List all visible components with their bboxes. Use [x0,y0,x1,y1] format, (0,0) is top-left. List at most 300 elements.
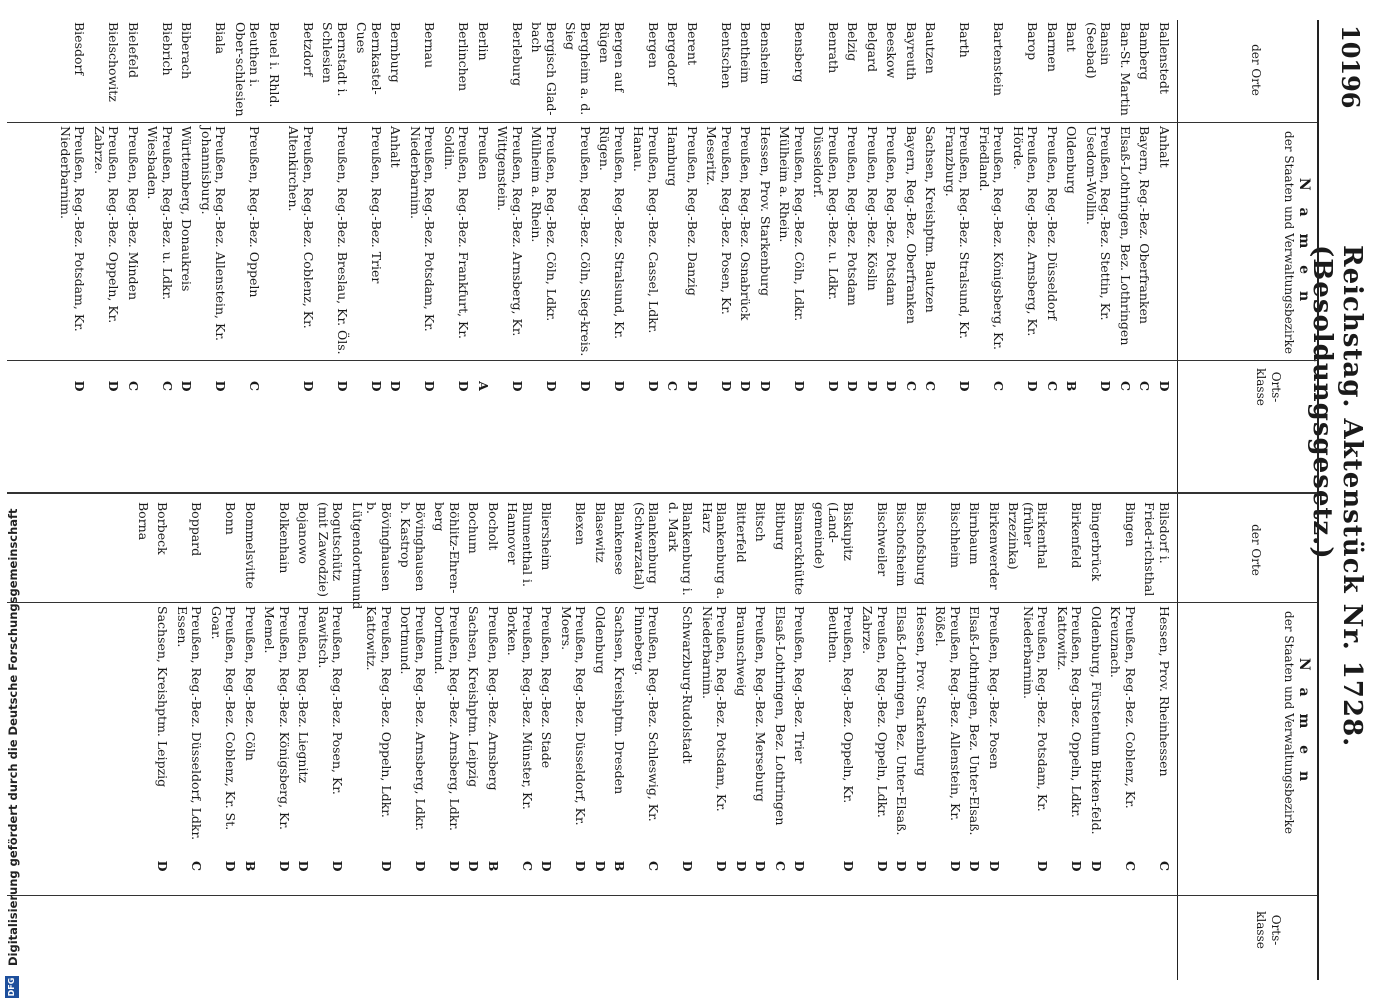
cell-staat: Sachsen, Kreishptm. Bautzen [923,126,939,313]
cell-staat: Preußen, Reg.-Bez. Stralsund, Kr. Franzburg. [943,126,973,340]
table-row [860,502,889,891]
cell-ort: Bischheim [948,502,963,568]
cell-staat: Preußen, Reg.-Bez. Cöln, Ldkr. Mülheim a. Rhein. [529,126,559,322]
cell-ort: Bautzen [923,22,939,74]
table-row [1089,502,1104,891]
table-row [865,22,880,411]
cell-ort: Bartenstein [991,22,1007,96]
cell-klasse: D [738,380,754,392]
cell-klasse: D [987,860,1002,872]
cell-staat: Preußen, Reg.-Bez. Potsdam [884,126,900,306]
table-row [529,22,558,411]
cell-staat: Hessen, Prov. Rheinhessen [1157,606,1172,777]
cell-ort: Bocholt [486,502,501,551]
cell-ort: Bonn [223,502,239,535]
header-rule [1317,20,1319,980]
cell-klasse: D [72,380,88,392]
cell-klasse: D [967,860,983,872]
cell-staat [267,126,282,361]
cell-klasse: D [680,860,696,872]
cell-staat: Preußen, Reg.-Bez. Posen, Kr. Rawitsch. [316,606,346,795]
cell-ort: Bischweiler [875,502,890,577]
cell-staat: Sachsen, Kreishptm. Leipzig [155,606,171,788]
cell-klasse: C [1123,861,1138,871]
cell-staat: Preußen, Reg.-Bez. Münster, Kr. Borken. [505,606,535,810]
table-row [943,22,972,411]
cell-klasse: D [884,380,900,392]
cell-klasse: D [456,380,472,392]
table-row [704,22,733,411]
cell-ort: Ballenstedt [1157,22,1172,94]
cell-ort: Bitsch [753,502,769,542]
table-row [593,502,608,891]
cell-klasse: D [792,380,807,392]
table-row [1137,22,1152,411]
cell-staat: Preußen, Reg.-Bez. Königsberg, Kr. Friedland. [977,126,1007,350]
cell-staat: Preußen, Reg.-Bez. Minden [126,126,141,300]
cell-ort: Blumenthal i. Hannover [505,502,535,588]
cell-staat: Preußen, Reg.-Bez. Arnsberg [486,606,501,791]
table-row [316,502,345,891]
table-row [559,502,588,891]
cell-staat: Bayern, Reg.-Bez. Oberfranken [904,126,919,324]
cell-klasse: D [593,860,608,872]
cell-ort: Bergedorf [665,22,681,87]
cell-ort: Bingerbrück [1089,502,1104,582]
table-row [209,502,238,891]
cell-staat: Preußen, Reg.-Bez. Liegnitz [296,606,312,784]
right-header-ort: der Orte [1249,524,1263,576]
cell-ort: Blexen [573,502,589,546]
cell-klasse: D [388,380,404,392]
table-row [845,22,860,411]
cell-ort: Bensheim [758,22,773,85]
cell-ort: Barth [957,22,973,58]
table-row [904,22,919,411]
cell-staat: Preußen, Reg.-Bez. Stettin, Kr. Usedom-Wollin. [1084,126,1114,321]
cell-staat: Preußen [476,126,491,180]
cell-ort: Bielschowitz [106,22,122,102]
table-row [1045,22,1060,411]
cell-staat: Preußen, Reg.-Bez. Arnsberg, Ldkr. Dortmund. [398,606,428,831]
cell-staat: Preußen, Reg.-Bez. Trier [369,126,384,284]
cell-staat: Preußen, Reg.-Bez. Potsdam, Kr. Niederbarnim. [58,126,88,332]
left-table [53,22,1172,411]
table-row [442,22,471,411]
table-row [126,22,141,411]
cell-klasse: C [1137,381,1153,391]
cell-klasse: D [301,380,316,392]
left-header-names: N a m e n der Staaten und Verwaltungsbezirke [1282,131,1312,354]
cell-klasse: C [1118,381,1133,391]
table-row [92,22,121,411]
cell-ort: Bensberg [792,22,807,83]
table-row [758,22,773,411]
cell-klasse: D [646,380,661,392]
table-row [914,502,929,891]
cell-staat: Preußen, Reg.-Bez. Arnsberg, Ldkr. Dortmund. [432,606,462,831]
page-title: Reichstag. Aktenstück Nr. 1728. (Besoldungsgesetz.) [1307,245,1367,748]
page-number: 10196 [1336,25,1365,109]
cell-staat: Preußen, Reg.-Bez. Coblenz, Kr. Kreuznach. [1108,606,1138,809]
cell-staat: Preußen, Reg.-Bez. Coblenz, Kr. St. Goar. [209,606,239,831]
cell-klasse: D [894,860,910,872]
cell-staat: Hamburg [665,126,681,187]
cell-klasse: C [247,381,263,391]
table-row [685,22,700,411]
table-row [1118,22,1133,411]
table-row [1011,22,1040,411]
cell-ort: Bövinghausen b. Lütgendortmund [350,502,394,610]
cell-ort: Bernau [422,22,438,69]
table-row [884,22,899,411]
table-row [354,22,383,411]
cell-staat: Preußen, Reg.-Bez. Cassel, Ldkr. Hanau. [631,126,661,334]
table-row [700,502,729,891]
table-row [777,22,806,411]
cell-staat: Preußen, Reg.-Bez. u. Ldkr. Düsseldorf. [811,126,841,301]
table-row [320,22,349,411]
right-header-klasse: Orts- klasse [1254,911,1283,949]
cell-ort: Bogutschütz (mit Zawodzie) [316,502,346,597]
table-row [539,502,554,891]
cell-staat: Hessen, Prov. Starkenburg [914,606,929,777]
cell-ort: Bitterfeld [734,502,749,563]
table-row [631,22,660,411]
side-credit [0,0,26,1000]
table-row [350,502,394,891]
cell-klasse: D [826,380,841,392]
cell-ort: Bingen [1123,502,1138,547]
table-row [923,22,938,411]
cell-ort: Bentschen [719,22,734,89]
table-row [734,502,749,891]
cell-klasse: D [845,380,861,392]
table-row [398,502,427,891]
cell-staat: Preußen, Reg.-Bez. Potsdam [845,126,861,306]
cell-ort: Bayreuth [904,22,919,81]
cell-staat: Preußen, Reg.-Bez. Potsdam, Kr. Niederbarnim. [1021,606,1051,812]
table-row [466,502,481,891]
cell-staat: Preußen, Reg.-Bez. Arnsberg, Kr. Hörde. [1011,126,1041,337]
cell-staat: Anhalt [1157,126,1172,168]
cell-klasse: D [466,860,482,872]
cell-klasse: D [612,380,627,392]
cell-klasse: D [1157,380,1172,392]
cell-ort: Bant [1064,22,1080,52]
table-row [1064,22,1079,411]
cell-klasse: D [447,860,462,872]
left-header-ort: der Orte [1249,44,1263,96]
cell-klasse: D [539,860,555,872]
cell-klasse: C [126,381,141,391]
cell-ort: Bismarckhütte [792,502,808,595]
table-row [612,502,627,891]
cell-klasse: D [510,380,525,392]
cell-ort: Biala [213,22,229,55]
table-row [199,22,228,411]
cell-ort: Birkenthal (früher Brzezinka) [1006,502,1051,570]
cell-staat: Preußen, Reg.-Bez. Cöln [243,606,258,761]
cell-staat: Elsaß-Lothringen, Bez. Unter-Elsaß. [967,606,983,836]
cell-staat: Preußen, Reg.-Bez. Oppeln, Kr. Zabrze. [92,126,122,324]
table-row [388,22,403,411]
cell-staat: Preußen, Reg.-Bez. Stralsund, Kr. Rügen. [597,126,627,340]
cell-klasse: D [758,380,773,392]
cell-klasse: D [369,380,384,392]
cell-staat: Preußen, Reg.-Bez. Oppeln, Ldkr. Kattowitz. [1055,606,1085,818]
cell-staat: Preußen, Reg.-Bez. Arnsberg, Kr. Wittgenstein. [495,126,525,337]
cell-klasse: D [1069,860,1085,872]
cell-staat: Preußen, Reg.-Bez. Düsseldorf, Kr. Moers. [559,606,589,826]
cell-staat: Preußen, Reg.-Bez. Cöln, Ldkr. Mülheim a. Rhein. [777,126,807,322]
cell-klasse: D [179,380,195,392]
right-table [131,502,1172,891]
cell-klasse: C [160,381,175,391]
cell-ort: Bischofsheim [894,502,910,587]
cell-klasse: D [106,380,122,392]
cell-ort: Blankenburg (Schwarzatal) [632,502,662,591]
page-header [1307,0,1383,1000]
table-row [155,502,170,891]
cell-ort: Bövinghausen b. Kastrop [398,502,428,592]
cell-ort: Blankenese [612,502,628,575]
cell-ort: Beeskow [884,22,900,79]
cell-klasse: D [734,860,749,872]
cell-ort: Bergen [646,22,661,69]
cell-klasse: D [277,860,292,872]
cell-staat: Bayern, Reg.-Bez. Oberfranken [1137,126,1153,324]
cell-ort: Barmen [1045,22,1060,72]
table-row [666,502,695,891]
cell-klasse: C [1045,381,1060,391]
table-row [812,502,856,891]
table-row [145,22,174,411]
cell-klasse: D [914,860,929,872]
cell-ort: Bommelsvitte [243,502,258,589]
cell-ort: Belgard [865,22,880,73]
table-divider [7,492,1317,494]
table-row [175,502,204,891]
table-row [136,502,151,891]
table-row [987,502,1002,891]
divider [7,895,1317,896]
cell-staat: Preußen, Reg.-Bez. Merseburg [753,606,769,802]
cell-ort: Bernkastel-Cues [354,22,384,95]
cell-ort: Berleburg [510,22,525,86]
cell-staat: Württemberg, Donaukreis [179,126,195,292]
table-row [432,502,461,891]
table-row [977,22,1006,411]
cell-klasse: A [476,381,491,391]
cell-staat: Preußen, Reg.-Bez. Stade [539,606,555,769]
cell-staat: Preußen, Reg.-Bez. Schleswig, Kr. Pinneberg. [632,606,662,822]
cell-klasse: D [1035,860,1051,872]
cell-klasse: D [1098,380,1114,392]
table-row [243,502,258,891]
cell-ort: Böhlitz-Ehren-berg [432,502,462,594]
cell-klasse: D [948,860,963,872]
cell-klasse: C [665,381,681,391]
cell-staat: Preußen, Reg.-Bez. u. Ldkr. Wiesbaden. [145,126,175,301]
cell-staat: Elsaß-Lothringen, Bez. Lothringen [1118,126,1133,346]
cell-klasse: C [520,861,535,871]
table-row [753,502,768,891]
cell-staat: Elsaß-Lothringen, Bez. Lothringen [773,606,788,826]
cell-staat: Preußen, Reg.-Bez. Düsseldorf, Ldkr. Essen. [175,606,205,841]
cell-ort: Bliersheim [539,502,555,571]
cell-staat: Oldenburg [593,606,608,674]
cell-klasse: B [1064,380,1080,392]
cell-staat: Preußen, Reg.-Bez. Köslin [865,126,880,291]
cell-klasse: C [1157,861,1172,871]
cell-klasse: C [189,861,205,871]
cell-staat: Preußen, Reg.-Bez. Düsseldorf [1045,126,1060,321]
cell-staat: Oldenburg, Fürstentum Birken-feld. [1089,606,1104,835]
cell-klasse [136,841,151,891]
cell-ort: Belzig [845,22,861,62]
table-row [632,502,661,891]
cell-klasse: D [875,860,890,872]
cell-staat: Schwarzburg-Rudolstadt [680,606,696,764]
cell-klasse [267,361,282,411]
left-header-klasse: Orts- klasse [1254,368,1283,406]
cell-klasse: D [714,860,730,872]
cell-ort: Bansin (Seebad) [1084,22,1114,79]
cell-ort: Bielefeld [126,22,141,78]
table-row [1055,502,1084,891]
cell-ort: Bergisch Glad-bach [529,22,559,116]
cell-staat: Preußen, Reg.-Bez. Allenstein, Kr. Rößel. [933,606,963,821]
cell-staat: Preußen, Reg.-Bez. Osnabrück [738,126,754,321]
cell-staat: Preußen, Reg.-Bez. Allenstein, Kr. Johannisburg. [199,126,229,341]
cell-klasse: C [904,381,919,391]
table-row [563,22,592,411]
table-row [286,22,315,411]
cell-ort: Bojanowo [296,502,312,564]
cell-klasse: D [719,380,734,392]
cell-staat: Preußen, Reg.-Bez. Potsdam, Kr. Niederbarnim. [700,606,730,812]
cell-staat: Preußen, Reg.-Bez. Oppeln [247,126,263,298]
table-row [58,22,87,411]
column-header-rule [1177,20,1178,980]
cell-ort: Birnbaum [967,502,983,565]
cell-klasse: B [612,860,628,872]
table-row [792,502,807,891]
table-row [179,22,194,411]
table-row [665,22,680,411]
cell-klasse: B [243,860,258,872]
cell-ort: Berent [685,22,700,66]
cell-staat: Preußen, Reg.-Bez. Potsdam, Kr. Niederbarnim. [408,126,438,332]
table-row [1084,22,1113,411]
table-row [933,502,962,891]
table-row [1157,22,1172,411]
cell-staat: Braunschweig [734,606,749,697]
cell-klasse: C [773,861,788,871]
table-row [1006,502,1050,891]
cell-ort: Borna [136,502,151,541]
cell-ort: Birkenfeld [1069,502,1085,569]
cell-staat: Hessen, Prov. Starkenburg [758,126,773,297]
cell-ort: Bergen auf Rügen [597,22,627,93]
cell-staat: Preußen, Reg.-Bez. Posen, Kr. Meseritz. [704,126,734,315]
credit-text: Digitalisierung gefördert durch die Deutsche Forschungsgemeinschaft [6,508,20,966]
cell-klasse: D [753,860,769,872]
cell-ort: Birkenwerder [987,502,1002,590]
cell-staat: Oldenburg [1064,126,1080,194]
cell-klasse: D [1089,860,1104,872]
cell-ort: Benrath [826,22,841,74]
cell-ort: Betzdorf [301,22,316,77]
cell-ort: Blankenburg a. Harz [700,502,730,600]
cell-ort: Boppard [189,502,205,557]
table-row [1142,502,1171,891]
cell-ort: Bilsdorf i. Fried-richsthal [1142,502,1172,597]
cell-ort: Bergheim a. d. Sieg [563,22,593,116]
cell-staat: Preußen, Reg.-Bez. Trier [792,606,808,764]
cell-staat: Preußen, Reg.-Bez. Oppeln, Ldkr. Kattowitz. [364,606,394,818]
table-row [967,502,982,891]
table-row [486,502,501,891]
table-row [738,22,753,411]
cell-staat [136,606,151,841]
cell-klasse: C [991,381,1007,391]
cell-ort: Bernburg [388,22,404,83]
cell-ort: Bitburg [773,502,788,551]
cell-klasse: C [646,861,662,871]
cell-klasse: C [923,381,939,391]
cell-klasse: D [213,380,229,392]
table-row [495,22,524,411]
cell-klasse: D [573,860,589,872]
cell-ort: Bernstadt i. Schlesien [320,22,350,97]
cell-klasse: D [379,860,394,872]
cell-ort: Bischofsburg [914,502,929,586]
table-row [233,22,262,411]
cell-staat: Preußen, Reg.-Bez. Posen [987,606,1002,769]
cell-ort: Beuthen i. Ober-schlesien [233,22,263,117]
table-row [894,502,909,891]
cell-ort: Borbeck [155,502,171,555]
cell-ort: Bentheim [738,22,754,83]
cell-klasse: D [223,860,239,872]
cell-ort: Biebrich [160,22,175,76]
right-header-names: N a m e n der Staaten und Verwaltungsbezirke [1282,611,1312,834]
table-row [1108,502,1137,891]
cell-ort: Barop [1025,22,1041,61]
cell-klasse: D [335,380,350,392]
cell-staat: Preußen, Reg.-Bez. Oppeln, Kr. Beuthen. [826,606,856,804]
cell-ort: Biesdorf [72,22,88,76]
table-row [408,22,437,411]
cell-klasse: D [296,860,312,872]
cell-klasse: D [841,860,856,872]
table-row [262,502,291,891]
cell-staat: Sachsen, Kreishptm. Dresden [612,606,628,795]
cell-klasse: D [578,380,593,392]
cell-staat: Preußen, Reg.-Bez. Breslau, Kr. Öls. [335,126,350,355]
dfg-logo: DFG [5,976,19,998]
cell-ort: Biberach [179,22,195,80]
cell-ort: Ban-St. Martin [1118,22,1133,116]
cell-klasse: D [544,380,559,392]
cell-staat: Preußen, Reg.-Bez. Königsberg, Kr. Memel. [262,606,292,830]
cell-staat: Preußen, Reg.-Bez. Frankfurt, Kr. Soldin. [442,126,472,339]
cell-ort: Bolkenhain [277,502,292,574]
cell-ort: Blasewitz [593,502,608,563]
cell-klasse: D [1025,380,1041,392]
